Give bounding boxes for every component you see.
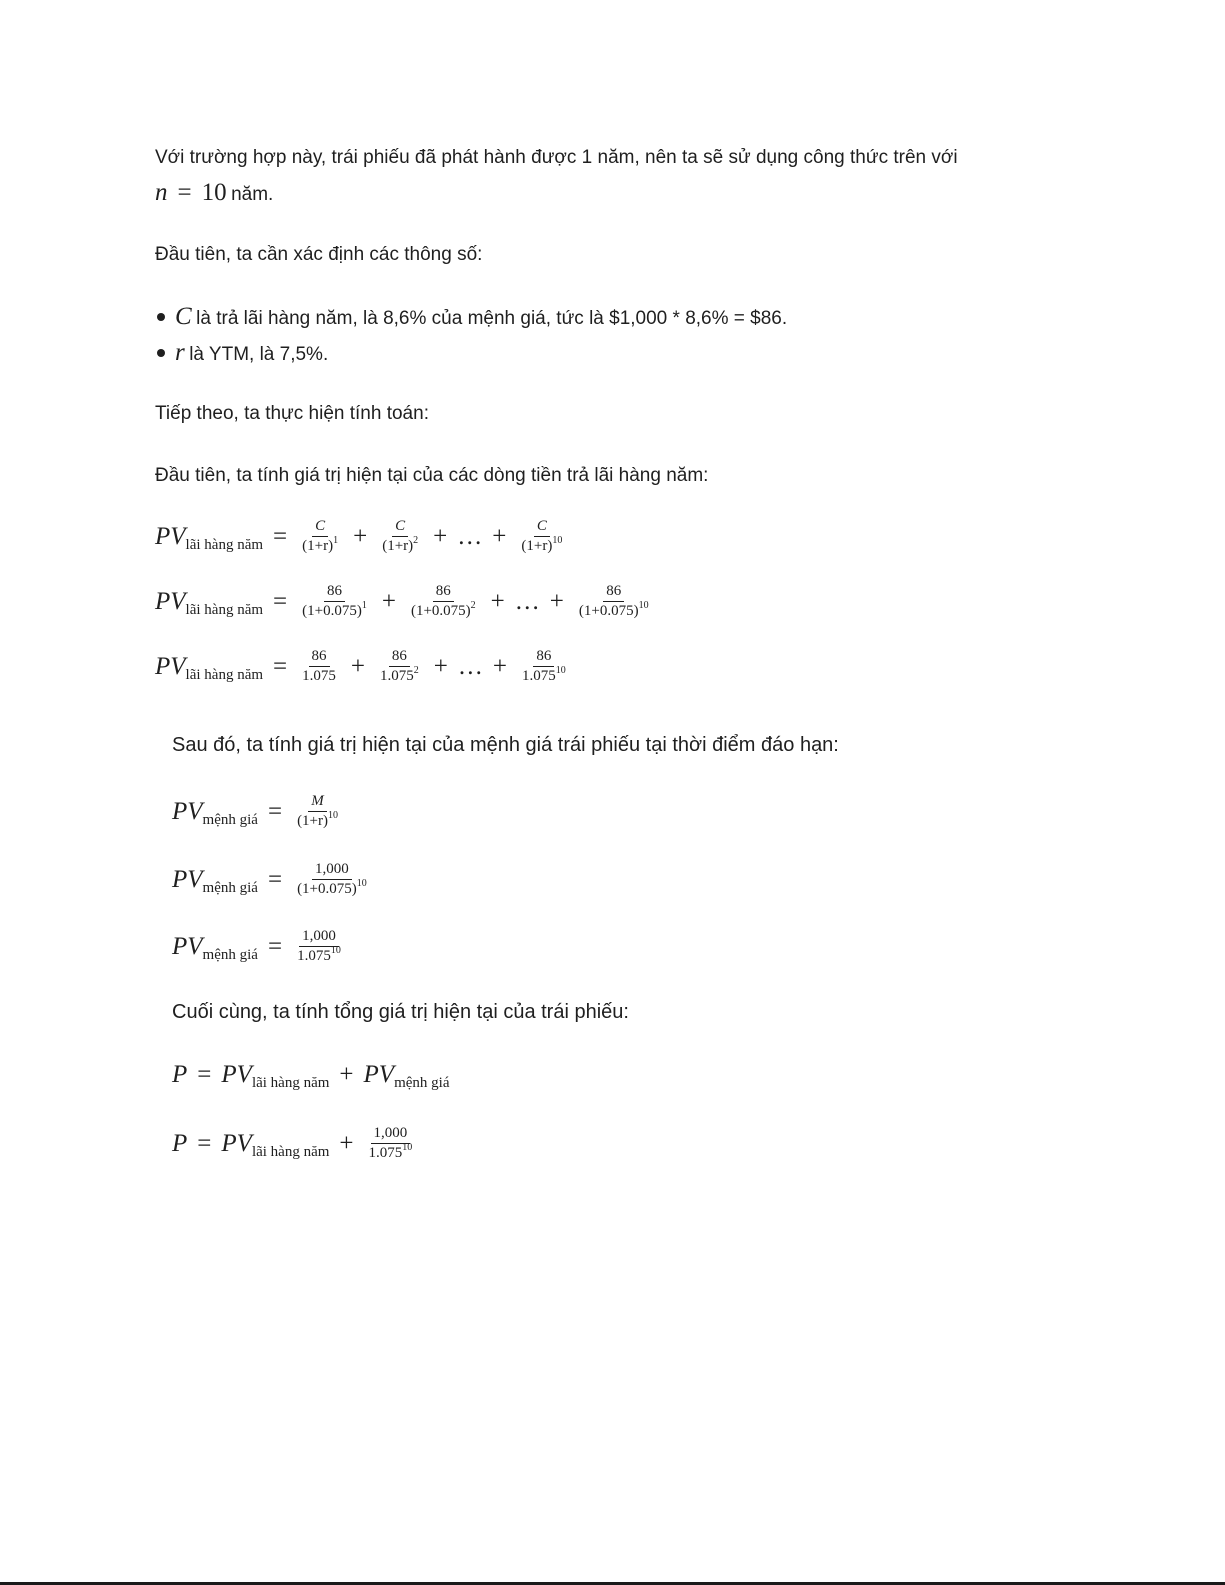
math-token: 1,000 <box>312 861 352 880</box>
coupon-equation-3 <box>155 648 571 685</box>
math-token <box>155 518 567 555</box>
math-token: 1.075 <box>521 668 556 684</box>
math-token: 86 <box>433 583 454 602</box>
fraction <box>408 583 479 620</box>
math-token: mệnh giá <box>202 879 258 896</box>
math-token: lãi hàng năm <box>185 601 264 618</box>
math-token: (1+r) <box>521 538 553 554</box>
total-equation-2 <box>172 1125 417 1162</box>
math-token: 10 <box>356 878 367 889</box>
math-token: + <box>433 522 448 550</box>
math-token: 1,000 <box>371 1125 411 1144</box>
math-token <box>299 537 341 555</box>
math-token: PV <box>221 1061 252 1088</box>
fraction <box>377 648 422 685</box>
math-token <box>172 861 372 898</box>
math-token: 2 <box>413 535 419 546</box>
math-token <box>518 537 565 555</box>
math-token: mệnh giá <box>394 1075 450 1091</box>
unit-text: năm. <box>231 184 274 205</box>
math-token: 1,000 <box>299 928 339 947</box>
math-token: = <box>273 652 288 680</box>
math-token <box>294 947 344 965</box>
math-token: 10 <box>638 600 649 611</box>
math-token: mệnh giá <box>202 811 258 828</box>
math-token: PV <box>172 865 203 893</box>
total-heading: Cuối cùng, ta tính tổng giá trị hiện tại của trái phiếu: <box>172 1001 629 1023</box>
math-token: lãi hàng năm <box>251 1075 330 1091</box>
math-token <box>155 648 571 685</box>
face-heading: Sau đó, ta tính giá trị hiện tại của mệnh giá trái phiếu tại thời điểm đáo hạn: <box>172 734 839 756</box>
coupon-heading: Đầu tiên, ta tính giá trị hiện tại của các dòng tiền trả lãi hàng năm: <box>155 465 709 486</box>
fraction <box>294 793 341 830</box>
math-token <box>299 667 339 685</box>
params-heading: Đầu tiên, ta cần xác định các thông số: <box>155 244 483 265</box>
math-token: 10 <box>201 179 227 206</box>
math-token: + <box>350 652 365 680</box>
fraction <box>294 861 370 898</box>
math-token: (1+0.075) <box>410 603 471 619</box>
math-token <box>172 793 343 830</box>
math-token: + <box>492 652 507 680</box>
math-token: = <box>177 179 192 206</box>
fraction <box>379 518 421 555</box>
math-token: = <box>273 587 288 615</box>
fraction <box>299 518 341 555</box>
math-token: PV <box>172 797 203 825</box>
face-equation-1 <box>172 793 343 830</box>
math-token: 1 <box>333 535 339 546</box>
math-token: + <box>381 587 396 615</box>
coupon-equation-1 <box>155 518 567 555</box>
math-token <box>155 583 654 620</box>
math-token: … <box>514 587 540 615</box>
fraction <box>518 518 565 555</box>
math-token: 1.075 <box>380 668 414 684</box>
math-token: 1 <box>361 600 367 611</box>
math-token <box>294 880 370 898</box>
math-token: = <box>197 1061 212 1088</box>
math-token: PV <box>172 932 203 960</box>
face-equation-3 <box>172 928 346 965</box>
math-token: + <box>433 652 448 680</box>
math-token: C <box>312 518 328 537</box>
bullet-item-c: C là trả lãi hàng năm, là 8,6% của mệnh giá, tức là $1,000 * 8,6% = $86. <box>175 303 788 330</box>
math-token: lãi hàng năm <box>185 666 264 683</box>
math-token: C <box>392 518 408 537</box>
n-equation <box>155 178 227 208</box>
bullet-dot <box>157 349 165 357</box>
math-token <box>408 602 479 620</box>
math-token: + <box>492 522 507 550</box>
math-token: PV <box>155 652 186 680</box>
math-token: n <box>155 179 168 206</box>
math-token: lãi hàng năm <box>185 536 264 553</box>
math-token <box>366 1144 416 1162</box>
math-token: PV <box>221 1129 252 1157</box>
math-token: PV <box>363 1061 395 1088</box>
math-token: … <box>457 522 483 550</box>
math-token: C <box>175 303 192 330</box>
math-token: + <box>339 1061 354 1088</box>
fraction <box>576 583 652 620</box>
math-token: + <box>549 587 564 615</box>
math-token: (1+r) <box>382 538 414 554</box>
math-token: = <box>273 522 288 550</box>
math-token: 10 <box>330 945 341 956</box>
math-token: = <box>267 797 283 825</box>
math-token: 10 <box>552 535 563 546</box>
math-token: 86 <box>533 648 554 667</box>
fraction <box>299 648 339 685</box>
math-token: = <box>267 932 283 960</box>
total-equation-1 <box>172 1060 449 1090</box>
math-token <box>519 667 569 685</box>
fraction <box>519 648 569 685</box>
math-token <box>172 928 346 965</box>
math-token <box>172 1125 417 1162</box>
bullet-dot <box>157 313 165 321</box>
math-token: (1+r) <box>297 813 329 829</box>
math-token: (1+r) <box>302 538 334 554</box>
math-token: 1.075 <box>297 948 331 964</box>
math-token: r <box>175 339 185 366</box>
math-token: = <box>267 865 283 893</box>
math-token: mệnh giá <box>202 946 258 963</box>
math-token: 1.075 <box>368 1145 403 1161</box>
math-token: PV <box>155 587 186 615</box>
math-token: P <box>172 1129 188 1157</box>
math-token <box>299 602 370 620</box>
math-token: 86 <box>309 648 330 667</box>
math-token: 10 <box>402 1142 413 1153</box>
intro-line-2 <box>155 178 273 209</box>
face-equation-2 <box>172 861 372 898</box>
math-token: lãi hàng năm <box>251 1143 330 1160</box>
math-token <box>172 1060 449 1090</box>
math-token <box>576 602 652 620</box>
math-token: (1+0.075) <box>578 603 639 619</box>
math-token: + <box>353 522 368 550</box>
math-token: M <box>308 793 327 812</box>
math-token: PV <box>155 522 186 550</box>
intro-line-1: Với trường hợp này, trái phiếu đã phát hành được 1 năm, nên ta sẽ sử dụng công thức trên với <box>155 147 958 168</box>
math-token: = <box>197 1129 212 1157</box>
math-token: 86 <box>603 583 624 602</box>
math-token: P <box>172 1061 188 1088</box>
math-token: + <box>490 587 505 615</box>
math-token: 10 <box>555 665 566 676</box>
coupon-equation-2 <box>155 583 654 620</box>
math-token: 2 <box>413 665 419 676</box>
math-token: 86 <box>324 583 345 602</box>
bullet-item-r: r là YTM, là 7,5%. <box>175 339 329 366</box>
calc-heading: Tiếp theo, ta thực hiện tính toán: <box>155 403 429 424</box>
math-token <box>377 667 422 685</box>
math-token: … <box>457 652 483 680</box>
math-token: + <box>339 1129 354 1157</box>
math-token: (1+0.075) <box>297 881 357 897</box>
math-token <box>294 812 341 830</box>
math-token <box>379 537 421 555</box>
math-token: (1+0.075) <box>302 603 362 619</box>
math-token: C <box>534 518 550 537</box>
math-token: 1.075 <box>302 668 336 684</box>
math-token: 2 <box>470 600 476 611</box>
fraction <box>299 583 370 620</box>
math-token: 86 <box>389 648 410 667</box>
math-token: 10 <box>328 810 339 821</box>
fraction <box>294 928 344 965</box>
fraction <box>366 1125 416 1162</box>
